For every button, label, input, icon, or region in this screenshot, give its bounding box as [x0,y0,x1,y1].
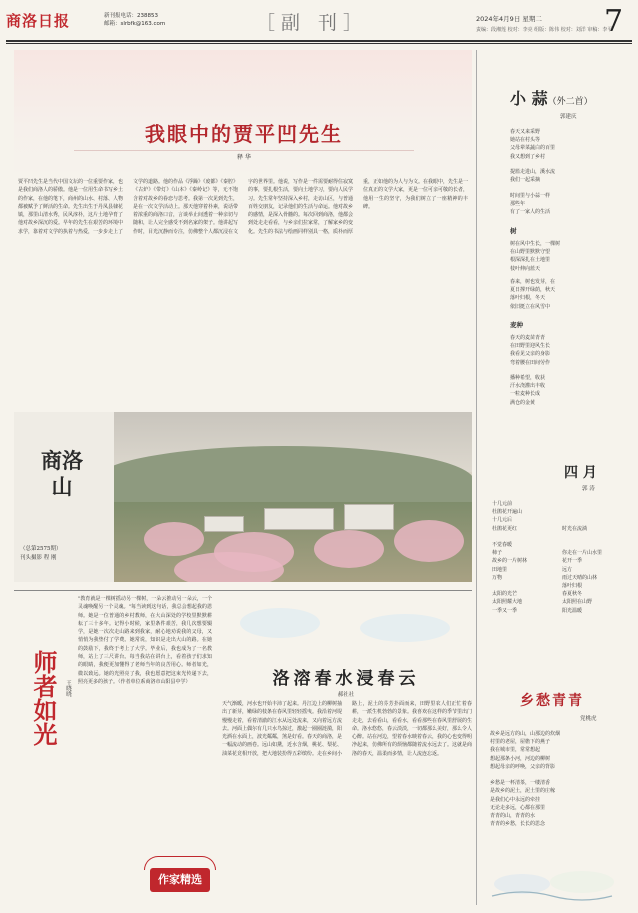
tree-stanza-1 [510,240,560,273]
poem-line: 是故乡的泥土，泥土里的庄稼 [490,788,556,795]
poem-line: 树在风中生长，一棵树 [510,241,561,247]
shizi-body: "教育就是一棵树摇动另一棵树，一朵云推动另一朵云，一个灵魂唤醒另一个灵魂。"每当读到这句话，我总会想起我的恩师。她是一位普通的乡村教师，在大山深处的学校里默默耕耘了三十多年。记得小时候，家里条件艰苦，我几次想要辍学，是她一次次走山路来到我家，耐心地劝说我的父母，又悄悄为我垫付了学费。她常说，知识是走出大山的路。在她的鼓励下，我终于考上了大学。毕业后，我也成为了一名教师，站上了三尺讲台。每当我站在讲台上，看着孩子们求知的眼睛，我便更加懂得了老师当年的良苦用心。师者如光，微以致远。她的光照亮了我，我也愿意把这束光传递下去，照亮更多的孩子。（作者单位系商洛市山阳县中学） [78,596,212,685]
poem-line: 乡愁是一杯清茶，一缕清香 [490,780,551,787]
photo-title: 商洛山 [41,449,83,499]
poem-line: 无论走多远，心都在那里 [490,804,546,811]
poem-line: 柿子 [492,550,503,557]
poem-line: 夏日撑开绿荫，秋天 [510,287,556,294]
shizi-title: 师者如光 [29,650,57,746]
xiaosuan-stanza-3 [510,192,550,217]
xiaosuan-stanza-1 [510,128,555,161]
poem-line: 你走在一片山水里 [562,550,603,557]
poem-line: 太阳的光芒 [492,591,518,598]
section-divider [14,590,472,591]
poem-line: 太阳照耀大地 [492,599,523,606]
poem-line [492,533,558,541]
main-article-author: 释 华 [237,154,251,161]
writer-selection-badge: 作家精选 [150,868,210,892]
siyue-title: 四 月 [564,465,597,481]
photo-building [344,504,394,530]
poem-line: 她站在村头等 [510,137,541,144]
luoshui-body: 天气渐暖，河水也开始丰沛了起来。丹江边上的柳树抽出了新芽，嫩绿的枝条在春风里轻轻摇曳。我沿着河堤慢慢走着，看着清澈的江水从远处流来，又向着远方流去。河面上偶尔有几只水鸟掠过，激起一圈圈涟漪，阳光洒在水面上，波光粼粼，煞是好看。春天的商洛，是一幅流动的画卷。远山如黛，近水含烟，桃花、梨花、油菜花竞相开放，把大地装扮得五彩缤纷。走在乡间小路上，泥土的芬芳扑面而来，田野里农人们正忙着春耕，一派生机勃勃的景象。我喜欢在这样的季节里出门走走，去看看山，看看水，看看那些在春风里舒展的生命。洛水悠悠，春云淡淡，一切都那么美好，那么令人心醉。站在河边，望着春水映着春云，我的心也变得明净起来，仿佛所有的烦恼都随着流水远去了。这就是商洛的春天，温柔而多情，让人流连忘返。 [222,701,472,757]
poem-line: 春来，树也发芽，在 [510,279,556,285]
luoshui-illustration [220,598,472,658]
poem-line: 青青的乡愁，长长的思念 [490,821,546,828]
poem-line: 春天又来采野 [510,129,541,135]
xiangchou-author: 党桃虎 [580,716,597,722]
poem-line: 一粒麦种长成 [510,391,541,398]
cloud-shape [240,608,320,638]
poem-line [562,533,630,541]
tree-stanza-2 [510,278,555,311]
siyue-poem-body [492,500,630,650]
main-article-body: 贾平凹先生是当代中国文坛的一位重要作家，也是我们商洛人的骄傲。他是一位用生命书写乡土的作家，在他的笔下，商州的山水、村落、人物都被赋予了鲜活的生命。先生出生于丹凤县棣花镇，那里山清水秀，民风淳朴，这片土地孕育了他对故乡深沉的爱。早年的先生在艰苦的环境中求学，靠着对文学的执着与热爱，一步步走上了文学的道路。他的作品《浮躁》《废都》《秦腔》《古炉》《带灯》《山本》《秦岭记》等，无不饱含着对故乡的眷恋与思考。我第一次见到先生，是在一次文学活动上。那天他穿着朴素，说话带着浓重的商洛口音，言谈举止间透着一种亲切与随和，让人完全感受不到名家的架子。他讲起写作时，目光沉静而专注，仿佛整个人都沉浸在文字的世界里。他说，写作是一件需要耐得住寂寞的事，要扎根生活，要向土地学习，要向人民学习。先生常年坚持深入乡村，走访山区，与普通百姓交朋友，记录他们的生活与命运。他对故乡的感情，是深入骨髓的。每次回到商洛，他都会到处走走看看，与乡亲们拉家常，了解家乡的变化。先生的书法与绘画同样别具一格，质朴而厚重，正如他的为人与为文。在我眼中，先生是一位真正的文学大家，更是一位可亲可敬的长者，他用一生的坚守，为我们树立了一座精神的丰碑。 [18,179,468,235]
tree-subtitle: 树 [510,227,517,235]
poem-line: 我在城市里，常常想起 [490,747,541,754]
poem-line: 满仓的金黄 [510,399,536,406]
poem-line: 十几元前 [492,501,513,507]
maizhong-subtitle: 麦种 [510,321,523,329]
poem-line: 故乡是远方的山，山那边的炊烟 [490,731,561,737]
poem-line: 时间里与小蒜一样 [510,193,551,199]
photo-building [204,516,244,532]
siyue-column-2 [562,500,630,615]
shizi-author: 王晓晓 [65,680,71,697]
poem-line: 汗水浇灌出丰收 [510,383,546,390]
page-number: 7 [604,4,624,39]
poem-line: 杜鹃花更红 [492,525,518,532]
maizhong-stanza-1 [510,334,550,367]
photo-blossom [144,522,204,556]
deco-cloud [494,874,550,894]
luoshui-title: 洛溶春水浸春云 [272,669,420,689]
poem-line: 播种希望，收获 [510,375,546,381]
poem-line: 一季又一季 [492,607,518,614]
poem-line: 阳光温暖 [562,607,583,614]
poem-line: 青青的山，青青的水 [490,813,536,820]
xiangchou-title: 乡愁青青 [520,693,584,709]
photo-credit: 刊头摄影 程 刚 [20,555,57,561]
xiaosuan-title [510,86,593,109]
poem-line [492,582,558,590]
poem-line: 在山野里默默守望 [510,249,551,256]
section-title: ［副 刊］ [256,12,369,34]
siyue-author: 郭 涛 [582,486,595,492]
banner-line [74,150,414,151]
maizhong-stanza-2 [510,374,545,407]
xiangchou-poem-body [490,730,630,828]
photo-issue-number: （总第2575期） [20,546,62,552]
poem-line: 依旧挺立在风雪中 [510,303,551,310]
column-divider [476,50,477,905]
poem-line: 田地里 [492,566,508,573]
masthead [6,6,632,40]
poem-line: 春天的麦苗青青 [510,335,546,341]
deco-wave [492,892,612,900]
newspaper-logo: 商洛日报 [6,12,71,30]
masthead-rule [6,40,632,42]
poem-line [562,516,630,524]
poem-line [490,771,630,779]
photo-building [264,508,334,530]
poem-line: 是我们心中永远的牵挂 [490,796,541,803]
poem-line: 父母辈菜蔬白的百里 [510,145,556,152]
main-article-title: 我眼中的贾平凹先生 [145,122,343,146]
photo-blossom [314,530,384,568]
poem-line: 雨过天晴的山林 [562,574,598,581]
poem-line: 远方 [562,566,573,573]
poem-line: 枝叶伸向蓝天 [510,265,541,272]
poem-line: 时光在流淌 [562,525,588,532]
xiaosuan-author: 郭建庆 [560,114,577,120]
poem-line: 那些年 [510,201,526,208]
poem-line: 万物 [492,574,503,581]
poem-line: 有了一家人的生活 [510,209,551,216]
poem-line: 我又想到了乡村 [510,153,546,160]
xiaosuan-title-text: 小 蒜 [510,89,548,108]
siyue-column-1 [492,500,558,615]
luoshui-author: 郝社社 [337,692,355,698]
cloud-shape [360,614,450,642]
poem-line: 我们一起采摘 [510,177,541,184]
poem-line: 提篮走进山，溪水流 [510,169,556,175]
masthead-info [104,12,165,28]
poem-line: 不觉春暖 [492,542,513,549]
poem-line: 故乡的一片树林 [492,558,528,565]
xiaosuan-subtitle: （外二首） [547,97,593,107]
masthead-rule-thin [6,43,632,44]
poem-line [562,508,630,516]
poem-line: 春夏秋冬 [562,591,583,598]
photo-caption [20,545,110,563]
poem-line: 村里的老屋，屋檐下的燕子 [490,739,551,746]
photo-blossom [394,520,464,562]
poem-line: 落叶归根，冬天 [510,295,546,302]
issue-date: 2024年4月9日 星期二 [476,15,542,23]
info-phone: 新刊报电话：238853 [104,13,158,19]
poem-line: 弯着腰在田间劳作 [510,359,551,366]
poem-line: 落叶归根 [562,583,583,590]
xiaosuan-stanza-2 [510,168,555,184]
xiangchou-illustration [482,860,632,902]
poem-line: 杜鹃花开遍山 [492,509,523,516]
poem-line [562,541,630,549]
editor-credits: 责编：段湘莲 校对：李亮 组版：陈伟 校对：刘洋 审稿：李平 [476,27,613,33]
poem-line: 太阳照在山野 [562,599,593,606]
deco-cloud [550,871,614,893]
poem-line: 想起那条小河，河边的柳树 [490,755,551,762]
poem-line: 根深深扎在土地里 [510,257,551,264]
poem-line: 十几元后 [492,517,513,524]
poem-line: 花开一季 [562,558,583,565]
poem-line: 在田野里迎风生长 [510,343,551,350]
poem-line: 我看见父亲的身影 [510,351,551,358]
poem-line: 想起母亲的呼唤，父亲的背影 [490,763,556,770]
info-email: 邮箱：slrbfk@163.com [104,21,166,27]
photo-blossom [174,552,284,582]
poem-line [562,500,630,508]
